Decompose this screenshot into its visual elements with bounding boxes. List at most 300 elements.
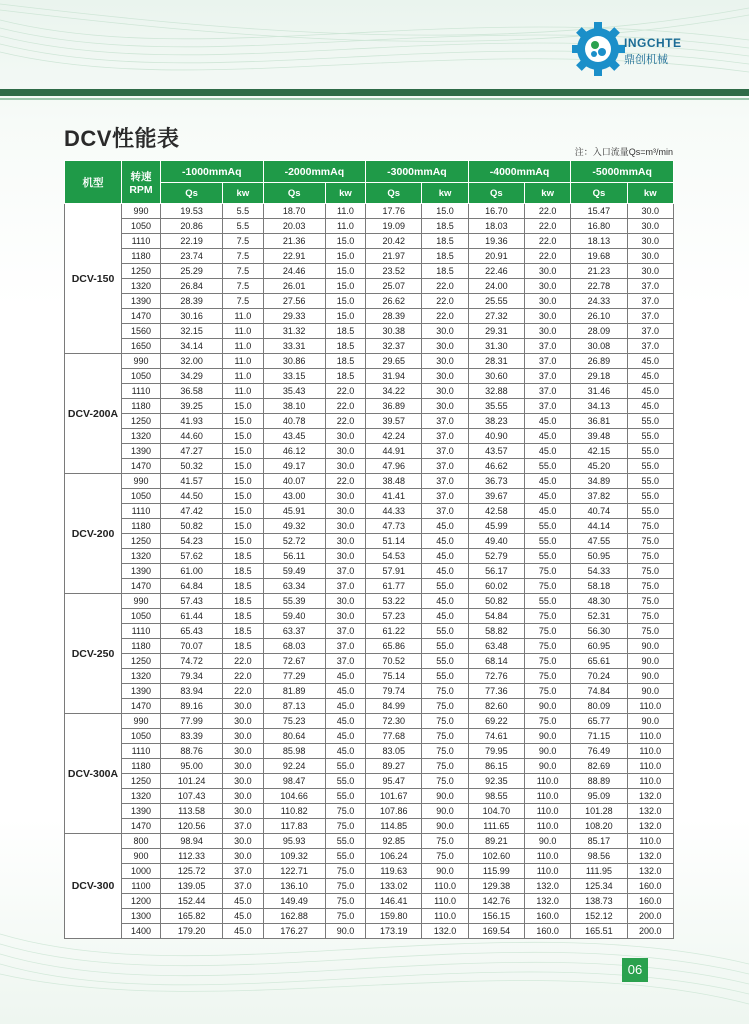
qs-cell: 56.11 — [263, 549, 325, 564]
rpm-cell: 1110 — [122, 504, 161, 519]
rpm-cell: 1400 — [122, 924, 161, 939]
kw-cell: 55.0 — [422, 654, 468, 669]
kw-cell: 37.0 — [325, 639, 365, 654]
kw-cell: 110.0 — [627, 699, 673, 714]
kw-cell: 30.0 — [325, 534, 365, 549]
table-row — [65, 504, 674, 519]
qs-cell: 61.77 — [366, 579, 422, 594]
kw-cell: 22.0 — [524, 234, 570, 249]
qs-cell: 50.82 — [468, 594, 524, 609]
kw-cell: 45.0 — [325, 669, 365, 684]
kw-cell: 15.0 — [223, 534, 263, 549]
kw-cell: 30.0 — [627, 219, 673, 234]
kw-cell: 18.5 — [325, 369, 365, 384]
kw-cell: 75.0 — [627, 519, 673, 534]
kw-cell: 110.0 — [627, 744, 673, 759]
kw-cell: 45.0 — [422, 594, 468, 609]
qs-cell: 65.86 — [366, 639, 422, 654]
kw-cell: 110.0 — [524, 774, 570, 789]
qs-cell: 115.99 — [468, 864, 524, 879]
qs-cell: 39.25 — [161, 399, 223, 414]
qs-cell: 30.16 — [161, 309, 223, 324]
table-row — [65, 474, 674, 489]
table-row — [65, 909, 674, 924]
kw-cell: 75.0 — [422, 699, 468, 714]
table-row — [65, 324, 674, 339]
kw-cell: 37.0 — [524, 399, 570, 414]
qs-cell: 40.07 — [263, 474, 325, 489]
qs-cell: 29.65 — [366, 354, 422, 369]
rpm-cell: 1100 — [122, 879, 161, 894]
kw-cell: 132.0 — [524, 894, 570, 909]
qs-cell: 92.85 — [366, 834, 422, 849]
qs-cell: 58.18 — [571, 579, 627, 594]
kw-cell: 75.0 — [524, 654, 570, 669]
qs-cell: 19.36 — [468, 234, 524, 249]
rpm-cell: 1250 — [122, 264, 161, 279]
kw-cell: 18.5 — [422, 234, 468, 249]
qs-cell: 107.43 — [161, 789, 223, 804]
qs-cell: 21.36 — [263, 234, 325, 249]
kw-cell: 90.0 — [422, 819, 468, 834]
rpm-cell: 1320 — [122, 279, 161, 294]
qs-cell: 36.89 — [366, 399, 422, 414]
kw-cell: 30.0 — [524, 294, 570, 309]
kw-cell: 200.0 — [627, 924, 673, 939]
qs-cell: 26.89 — [571, 354, 627, 369]
table-row — [65, 819, 674, 834]
table-row — [65, 804, 674, 819]
kw-cell: 45.0 — [627, 399, 673, 414]
brand-name: INGCHTE — [624, 36, 682, 50]
table-row — [65, 789, 674, 804]
rpm-cell: 1110 — [122, 744, 161, 759]
table-row — [65, 294, 674, 309]
qs-cell: 80.64 — [263, 729, 325, 744]
rpm-cell: 1050 — [122, 489, 161, 504]
qs-cell: 63.34 — [263, 579, 325, 594]
qs-cell: 98.47 — [263, 774, 325, 789]
qs-cell: 21.23 — [571, 264, 627, 279]
kw-cell: 75.0 — [325, 804, 365, 819]
qs-cell: 40.78 — [263, 414, 325, 429]
qs-cell: 117.83 — [263, 819, 325, 834]
qs-cell: 34.89 — [571, 474, 627, 489]
qs-cell: 77.68 — [366, 729, 422, 744]
qs-cell: 47.42 — [161, 504, 223, 519]
kw-cell: 37.0 — [627, 294, 673, 309]
qs-cell: 30.38 — [366, 324, 422, 339]
kw-cell: 110.0 — [524, 804, 570, 819]
table-row — [65, 669, 674, 684]
table-row — [65, 864, 674, 879]
header-pressure: -2000mmAq — [263, 161, 366, 183]
rpm-cell: 1250 — [122, 774, 161, 789]
qs-cell: 44.50 — [161, 489, 223, 504]
qs-cell: 84.99 — [366, 699, 422, 714]
qs-cell: 85.17 — [571, 834, 627, 849]
qs-cell: 47.27 — [161, 444, 223, 459]
kw-cell: 30.0 — [627, 249, 673, 264]
table-row — [65, 564, 674, 579]
qs-cell: 26.84 — [161, 279, 223, 294]
kw-cell: 75.0 — [422, 849, 468, 864]
kw-cell: 75.0 — [627, 564, 673, 579]
qs-cell: 20.91 — [468, 249, 524, 264]
rpm-cell: 1390 — [122, 564, 161, 579]
qs-cell: 49.40 — [468, 534, 524, 549]
qs-cell: 22.46 — [468, 264, 524, 279]
qs-cell: 16.80 — [571, 219, 627, 234]
rpm-cell: 1390 — [122, 804, 161, 819]
kw-cell: 110.0 — [524, 789, 570, 804]
kw-cell: 75.0 — [627, 609, 673, 624]
kw-cell: 30.0 — [422, 399, 468, 414]
qs-cell: 138.73 — [571, 894, 627, 909]
header-kw: kw — [627, 183, 673, 204]
kw-cell: 75.0 — [422, 744, 468, 759]
kw-cell: 30.0 — [223, 714, 263, 729]
table-row — [65, 774, 674, 789]
model-cell: DCV-200 — [65, 474, 122, 594]
qs-cell: 33.15 — [263, 369, 325, 384]
qs-cell: 32.00 — [161, 354, 223, 369]
rpm-cell: 1110 — [122, 624, 161, 639]
rpm-cell: 1250 — [122, 534, 161, 549]
qs-cell: 98.56 — [571, 849, 627, 864]
kw-cell: 90.0 — [627, 654, 673, 669]
table-row — [65, 654, 674, 669]
table-row — [65, 549, 674, 564]
table-row — [65, 234, 674, 249]
qs-cell: 113.58 — [161, 804, 223, 819]
kw-cell: 45.0 — [325, 699, 365, 714]
kw-cell: 55.0 — [524, 594, 570, 609]
qs-cell: 69.22 — [468, 714, 524, 729]
qs-cell: 114.85 — [366, 819, 422, 834]
kw-cell: 55.0 — [524, 534, 570, 549]
kw-cell: 45.0 — [422, 564, 468, 579]
kw-cell: 30.0 — [223, 729, 263, 744]
kw-cell: 11.0 — [223, 369, 263, 384]
header-divider-line — [0, 98, 749, 100]
qs-cell: 52.72 — [263, 534, 325, 549]
kw-cell: 90.0 — [627, 639, 673, 654]
kw-cell: 55.0 — [325, 774, 365, 789]
qs-cell: 19.68 — [571, 249, 627, 264]
kw-cell: 30.0 — [524, 279, 570, 294]
kw-cell: 18.5 — [422, 219, 468, 234]
kw-cell: 132.0 — [627, 789, 673, 804]
qs-cell: 83.94 — [161, 684, 223, 699]
qs-cell: 36.58 — [161, 384, 223, 399]
table-row — [65, 639, 674, 654]
table-row — [65, 684, 674, 699]
kw-cell: 37.0 — [223, 819, 263, 834]
kw-cell: 75.0 — [524, 564, 570, 579]
qs-cell: 79.34 — [161, 669, 223, 684]
kw-cell: 11.0 — [223, 324, 263, 339]
kw-cell: 75.0 — [627, 549, 673, 564]
rpm-cell: 1470 — [122, 459, 161, 474]
kw-cell: 22.0 — [524, 219, 570, 234]
header-kw: kw — [223, 183, 263, 204]
qs-cell: 68.14 — [468, 654, 524, 669]
kw-cell: 22.0 — [422, 294, 468, 309]
kw-cell: 37.0 — [627, 309, 673, 324]
kw-cell: 55.0 — [627, 444, 673, 459]
table-row — [65, 249, 674, 264]
kw-cell: 22.0 — [524, 204, 570, 219]
kw-cell: 45.0 — [524, 444, 570, 459]
kw-cell: 30.0 — [325, 444, 365, 459]
kw-cell: 90.0 — [524, 744, 570, 759]
header-pressure: -4000mmAq — [468, 161, 571, 183]
kw-cell: 15.0 — [325, 309, 365, 324]
qs-cell: 44.91 — [366, 444, 422, 459]
table-row — [65, 849, 674, 864]
header-rpm-cn: 转速 — [130, 170, 152, 183]
qs-cell: 31.94 — [366, 369, 422, 384]
rpm-cell: 1650 — [122, 339, 161, 354]
kw-cell: 160.0 — [627, 894, 673, 909]
kw-cell: 55.0 — [325, 789, 365, 804]
table-row — [65, 699, 674, 714]
header-kw: kw — [524, 183, 570, 204]
kw-cell: 37.0 — [422, 414, 468, 429]
qs-cell: 26.10 — [571, 309, 627, 324]
kw-cell: 45.0 — [524, 489, 570, 504]
rpm-cell: 1390 — [122, 684, 161, 699]
qs-cell: 152.44 — [161, 894, 223, 909]
qs-cell: 55.39 — [263, 594, 325, 609]
qs-cell: 58.82 — [468, 624, 524, 639]
table-row — [65, 744, 674, 759]
qs-cell: 26.62 — [366, 294, 422, 309]
kw-cell: 132.0 — [627, 864, 673, 879]
performance-table — [64, 160, 674, 939]
kw-cell: 30.0 — [223, 804, 263, 819]
qs-cell: 46.62 — [468, 459, 524, 474]
kw-cell: 45.0 — [223, 909, 263, 924]
kw-cell: 132.0 — [627, 819, 673, 834]
kw-cell: 90.0 — [422, 864, 468, 879]
kw-cell: 22.0 — [223, 669, 263, 684]
qs-cell: 31.30 — [468, 339, 524, 354]
header-divider-bar — [0, 89, 749, 96]
kw-cell: 110.0 — [524, 849, 570, 864]
qs-cell: 57.43 — [161, 594, 223, 609]
qs-cell: 21.97 — [366, 249, 422, 264]
kw-cell: 110.0 — [422, 894, 468, 909]
kw-cell: 55.0 — [325, 849, 365, 864]
kw-cell: 37.0 — [422, 444, 468, 459]
qs-cell: 111.95 — [571, 864, 627, 879]
kw-cell: 55.0 — [325, 834, 365, 849]
qs-cell: 61.22 — [366, 624, 422, 639]
qs-cell: 71.15 — [571, 729, 627, 744]
kw-cell: 37.0 — [422, 459, 468, 474]
kw-cell: 11.0 — [325, 204, 365, 219]
qs-cell: 28.39 — [161, 294, 223, 309]
qs-cell: 29.33 — [263, 309, 325, 324]
qs-cell: 22.78 — [571, 279, 627, 294]
qs-cell: 149.49 — [263, 894, 325, 909]
kw-cell: 7.5 — [223, 249, 263, 264]
kw-cell: 110.0 — [627, 759, 673, 774]
qs-cell: 20.42 — [366, 234, 422, 249]
qs-cell: 33.31 — [263, 339, 325, 354]
qs-cell: 77.36 — [468, 684, 524, 699]
kw-cell: 200.0 — [627, 909, 673, 924]
qs-cell: 79.95 — [468, 744, 524, 759]
kw-cell: 18.5 — [223, 639, 263, 654]
qs-cell: 41.57 — [161, 474, 223, 489]
kw-cell: 37.0 — [223, 864, 263, 879]
kw-cell: 45.0 — [627, 384, 673, 399]
qs-cell: 29.18 — [571, 369, 627, 384]
header-qs: Qs — [366, 183, 422, 204]
rpm-cell: 1110 — [122, 234, 161, 249]
qs-cell: 57.23 — [366, 609, 422, 624]
qs-cell: 20.86 — [161, 219, 223, 234]
qs-cell: 85.98 — [263, 744, 325, 759]
rpm-cell: 1320 — [122, 789, 161, 804]
table-row — [65, 624, 674, 639]
qs-cell: 173.19 — [366, 924, 422, 939]
rpm-cell: 1250 — [122, 414, 161, 429]
kw-cell: 110.0 — [627, 834, 673, 849]
qs-cell: 30.60 — [468, 369, 524, 384]
qs-cell: 122.71 — [263, 864, 325, 879]
kw-cell: 55.0 — [627, 459, 673, 474]
qs-cell: 57.62 — [161, 549, 223, 564]
kw-cell: 30.0 — [325, 519, 365, 534]
table-row — [65, 354, 674, 369]
kw-cell: 30.0 — [627, 234, 673, 249]
table-row — [65, 459, 674, 474]
rpm-cell: 1320 — [122, 549, 161, 564]
kw-cell: 45.0 — [325, 729, 365, 744]
kw-cell: 30.0 — [422, 354, 468, 369]
kw-cell: 160.0 — [524, 909, 570, 924]
qs-cell: 50.82 — [161, 519, 223, 534]
header-rpm — [122, 161, 161, 204]
rpm-cell: 990 — [122, 204, 161, 219]
kw-cell: 75.0 — [325, 864, 365, 879]
qs-cell: 37.82 — [571, 489, 627, 504]
table-row — [65, 894, 674, 909]
qs-cell: 54.84 — [468, 609, 524, 624]
qs-cell: 109.32 — [263, 849, 325, 864]
table-row — [65, 579, 674, 594]
table-row — [65, 594, 674, 609]
kw-cell: 30.0 — [524, 309, 570, 324]
qs-cell: 24.46 — [263, 264, 325, 279]
kw-cell: 30.0 — [422, 324, 468, 339]
rpm-cell: 900 — [122, 849, 161, 864]
model-cell: DCV-200A — [65, 354, 122, 474]
qs-cell: 31.46 — [571, 384, 627, 399]
qs-cell: 142.76 — [468, 894, 524, 909]
table-row — [65, 399, 674, 414]
qs-cell: 75.14 — [366, 669, 422, 684]
qs-cell: 98.94 — [161, 834, 223, 849]
qs-cell: 31.32 — [263, 324, 325, 339]
rpm-cell: 1470 — [122, 699, 161, 714]
qs-cell: 49.32 — [263, 519, 325, 534]
rpm-cell: 990 — [122, 714, 161, 729]
kw-cell: 45.0 — [422, 519, 468, 534]
qs-cell: 27.56 — [263, 294, 325, 309]
kw-cell: 30.0 — [524, 324, 570, 339]
qs-cell: 44.33 — [366, 504, 422, 519]
qs-cell: 70.52 — [366, 654, 422, 669]
kw-cell: 18.5 — [223, 609, 263, 624]
kw-cell: 22.0 — [223, 654, 263, 669]
qs-cell: 48.30 — [571, 594, 627, 609]
kw-cell: 75.0 — [325, 909, 365, 924]
qs-cell: 133.02 — [366, 879, 422, 894]
qs-cell: 82.60 — [468, 699, 524, 714]
qs-cell: 89.21 — [468, 834, 524, 849]
rpm-cell: 1390 — [122, 444, 161, 459]
qs-cell: 42.15 — [571, 444, 627, 459]
qs-cell: 57.91 — [366, 564, 422, 579]
qs-cell: 98.55 — [468, 789, 524, 804]
kw-cell: 30.0 — [422, 369, 468, 384]
qs-cell: 38.23 — [468, 414, 524, 429]
kw-cell: 7.5 — [223, 294, 263, 309]
qs-cell: 159.80 — [366, 909, 422, 924]
kw-cell: 15.0 — [223, 429, 263, 444]
rpm-cell: 1050 — [122, 219, 161, 234]
qs-cell: 36.81 — [571, 414, 627, 429]
qs-cell: 19.09 — [366, 219, 422, 234]
table-row — [65, 444, 674, 459]
qs-cell: 20.03 — [263, 219, 325, 234]
kw-cell: 55.0 — [422, 579, 468, 594]
qs-cell: 40.90 — [468, 429, 524, 444]
kw-cell: 45.0 — [627, 354, 673, 369]
kw-cell: 132.0 — [627, 804, 673, 819]
qs-cell: 34.29 — [161, 369, 223, 384]
table-row — [65, 279, 674, 294]
kw-cell: 11.0 — [223, 354, 263, 369]
kw-cell: 110.0 — [627, 774, 673, 789]
qs-cell: 162.88 — [263, 909, 325, 924]
header-qs: Qs — [468, 183, 524, 204]
qs-cell: 95.09 — [571, 789, 627, 804]
table-row — [65, 309, 674, 324]
model-cell: DCV-300 — [65, 834, 122, 939]
kw-cell: 18.5 — [325, 324, 365, 339]
kw-cell: 45.0 — [325, 684, 365, 699]
qs-cell: 61.44 — [161, 609, 223, 624]
qs-cell: 36.73 — [468, 474, 524, 489]
table-row — [65, 924, 674, 939]
kw-cell: 75.0 — [524, 639, 570, 654]
qs-cell: 101.24 — [161, 774, 223, 789]
kw-cell: 45.0 — [524, 429, 570, 444]
kw-cell: 15.0 — [223, 519, 263, 534]
kw-cell: 55.0 — [627, 489, 673, 504]
kw-cell: 30.0 — [422, 339, 468, 354]
qs-cell: 139.05 — [161, 879, 223, 894]
qs-cell: 18.03 — [468, 219, 524, 234]
kw-cell: 45.0 — [627, 369, 673, 384]
qs-cell: 65.43 — [161, 624, 223, 639]
